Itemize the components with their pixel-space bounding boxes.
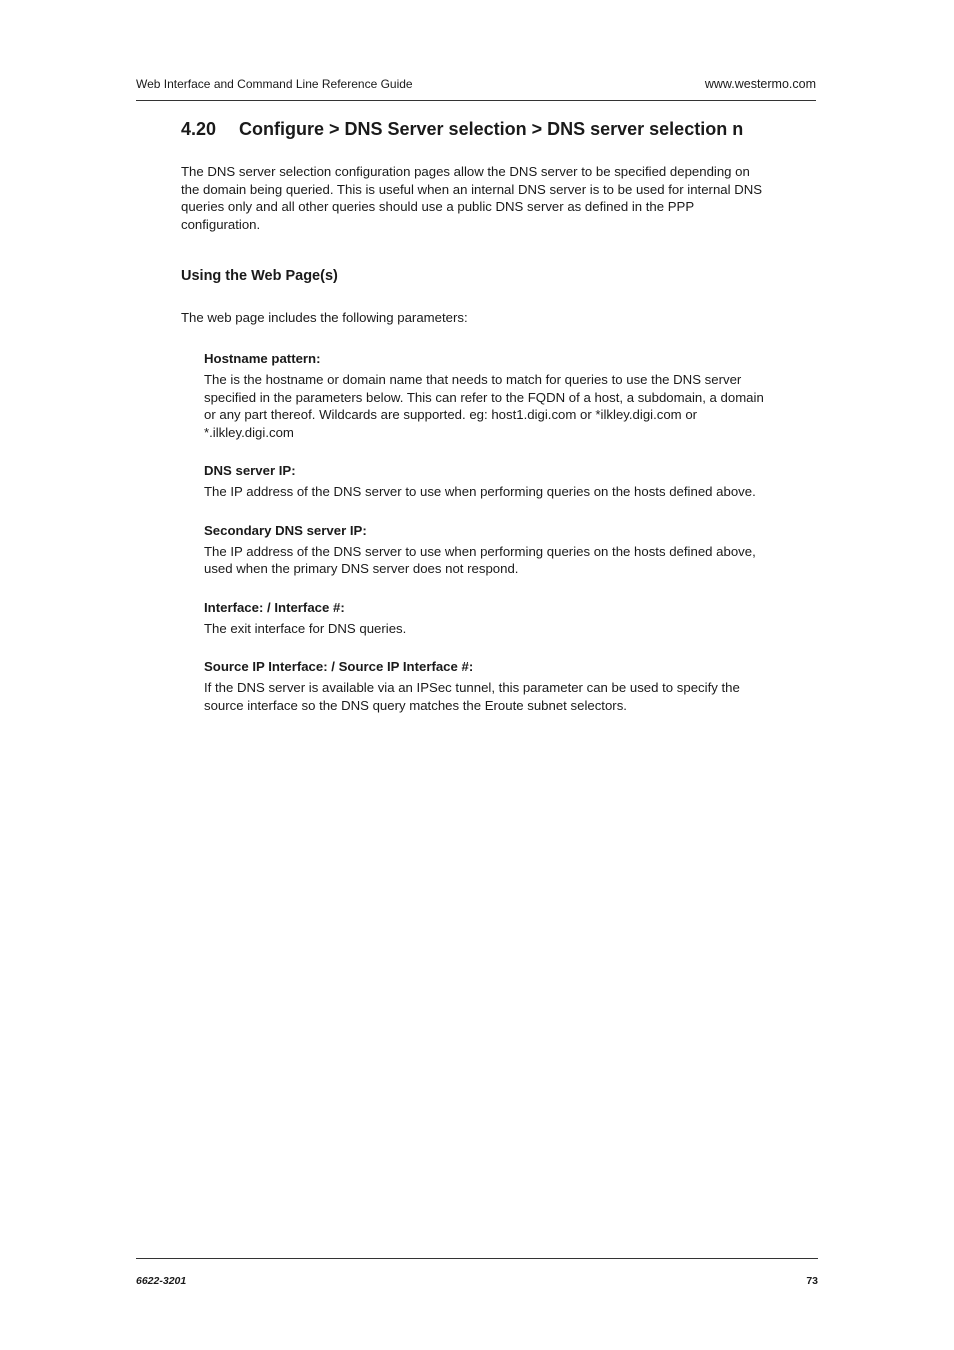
parameter-list [204,350,774,735]
param-name: DNS server IP: [204,463,296,478]
page-header [136,76,816,101]
param-name: Hostname pattern: [204,351,321,366]
param-name: Source IP Interface: / Source IP Interface #: [204,659,474,674]
param-interface [204,599,774,638]
section-heading: Configure > DNS Server selection > DNS server selection n [239,119,744,139]
header-url[interactable]: www.westermo.com [704,77,816,91]
subsection-heading: Using the Web Page(s) [181,268,338,284]
header-title: Web Interface and Command Line Reference Guide [136,77,413,91]
param-description: The IP address of the DNS server to use when performing queries on the hosts defined above. [204,484,756,499]
param-name: Secondary DNS server IP: [204,522,367,538]
intro-paragraph: The DNS server selection configuration pages allow the DNS server to be specified depending on the domain being queried. This is useful when an internal DNS server is to be used for internal DNS queries only and all other queries should use a public DNS server as defined in the PPP configuration. [181,164,763,232]
param-source-ip-interface [204,658,774,714]
param-hostname-pattern [204,350,774,441]
section-title [181,119,743,140]
param-description: If the DNS server is available via an IPSec tunnel, this parameter can be used to specify the source interface so the DNS query matches the Eroute subnet selectors. [204,680,740,713]
section-number: 4.20 [181,119,217,139]
lead-paragraph: The web page includes the following parameters: [181,310,468,325]
footer-page-number: 73 [806,1275,818,1287]
param-description: The is the hostname or domain name that needs to match for queries to use the DNS server specified in the parameters below. This can refer to the FQDN of a host, a subdomain, a domain or any part thereof. Wildcards are supported. eg: host1.digi.com or *ilkley.digi.com or *.ilkley.digi.com [204,372,764,440]
param-description: The exit interface for DNS queries. [204,620,407,636]
param-secondary-dns-server-ip [204,522,774,578]
page-footer [136,1258,818,1289]
param-name: Interface: / Interface #: [204,599,345,615]
param-description: The IP address of the DNS server to use when performing queries on the hosts defined above, used when the primary DNS server does not respond. [204,543,756,576]
param-dns-server-ip [204,462,774,501]
footer-doc-number: 6622-3201 [136,1275,187,1287]
